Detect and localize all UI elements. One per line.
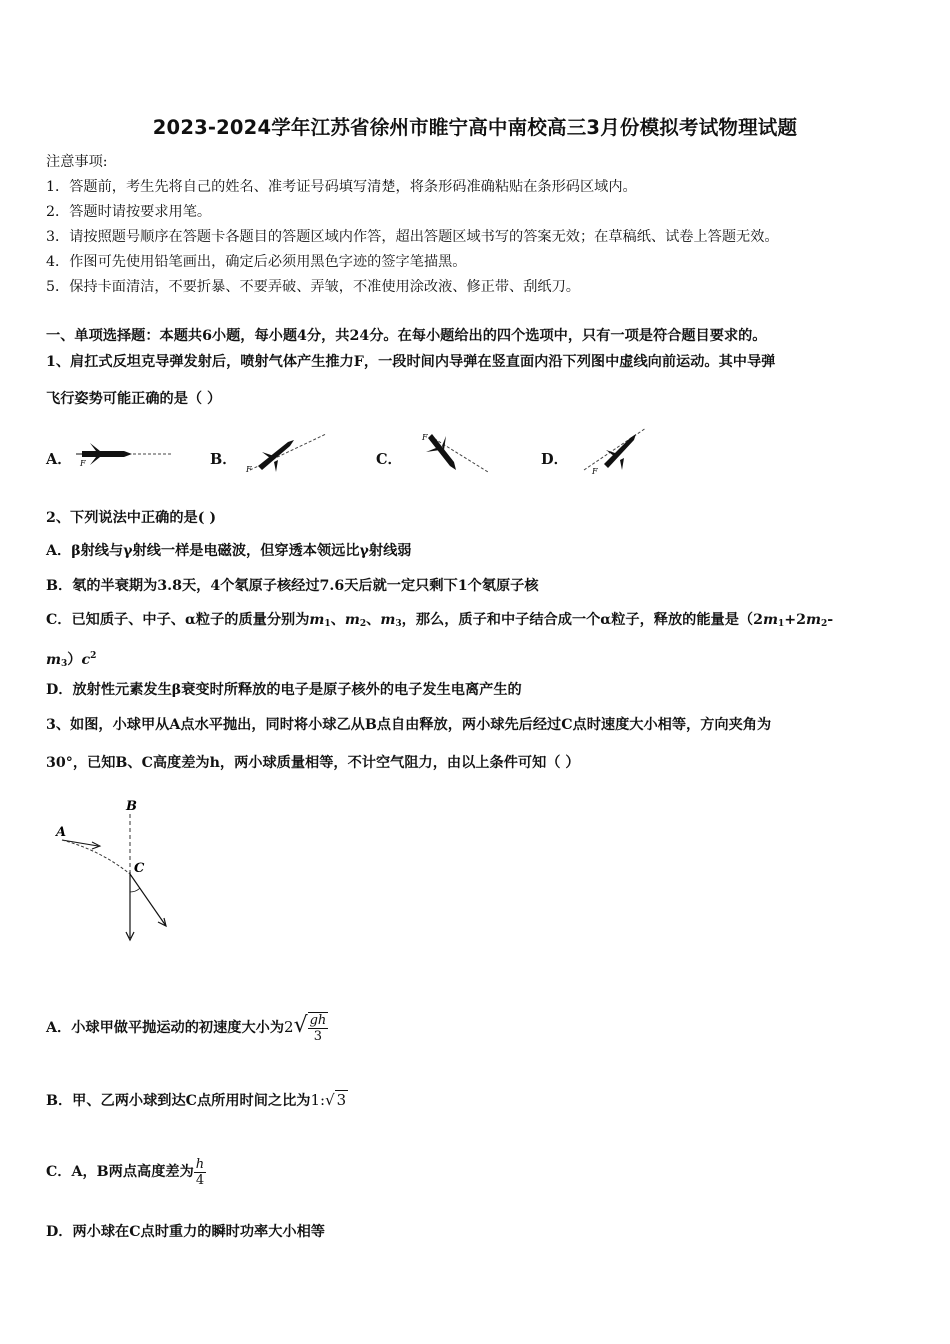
notice-item-3: 3．请按照题号顺序在答题卡各题目的答题区域内作答，超出答题区域书写的答案无效；在草稿纸、试卷上答题无效。 (46, 229, 779, 245)
q3-opt-b-text: B．甲、乙两小球到达C点所用时间之比为 (46, 1093, 311, 1109)
q3-opt-c-den: 4 (195, 1172, 205, 1188)
q2-stem: 2、下列说法中正确的是( ) (46, 510, 217, 526)
q3-opt-a-den: 3 (313, 1029, 323, 1044)
q1-option-c-figure (412, 426, 492, 476)
q1-stem-line2: 飞行姿势可能正确的是（ ） (46, 391, 222, 407)
q3-label-c: C (134, 861, 145, 876)
q3-label-a: A (56, 825, 67, 840)
q1-a-force-label: F (80, 459, 86, 468)
q1-option-a-figure (74, 438, 174, 470)
q3-opt-a-num: gh (309, 1013, 327, 1028)
q3-label-b: B (126, 799, 137, 814)
q2-c-c: c (81, 652, 91, 668)
page-title: 2023-2024学年江苏省徐州市睢宁高中南校高三3月份模拟考试物理试题 (152, 116, 798, 139)
q3-opt-c-text: C．A，B两点高度差为 (46, 1164, 194, 1180)
q2-c-m1: m (309, 612, 325, 628)
q3-option-d: D．两小球在C点时重力的瞬时功率大小相等 (46, 1224, 325, 1240)
q2-option-d: D．放射性元素发生β衰变时所释放的电子是原子核外的电子发生电离产生的 (46, 682, 522, 698)
notice-heading: 注意事项: (46, 154, 108, 170)
q1-stem-line1: 1、肩扛式反坦克导弹发射后，喷射气体产生推力F，一段时间内导弹在竖直面内沿下列图中虚线向前运动。其中导弹 (46, 354, 776, 370)
q3-opt-c-num: h (195, 1156, 205, 1172)
q3-opt-a-text: A．小球甲做平抛运动的初速度大小为 (46, 1020, 285, 1036)
q3-option-c (46, 1152, 206, 1192)
q2-option-a: A．β射线与γ射线一样是电磁波，但穿透本领远比γ射线弱 (46, 543, 412, 559)
q1-b-force-label: F (246, 465, 252, 474)
q2-c-part2: ，那么，质子和中子结合成一个α粒子，释放的能量是（2 (401, 612, 763, 628)
q2-option-c-line1: C．已知质子、中子、α粒子的质量分别为$m_1$、$m_2$、$m_3$，那么，质子和中子结合成一个α粒子，释放的能量是（$2m_1+2m_2-$ (46, 612, 834, 629)
q3-opt-b-ratio: 1: (310, 1091, 326, 1109)
q2-c-part1: C．已知质子、中子、α粒子的质量分别为 (46, 612, 310, 628)
q3-option-b: B．甲、乙两小球到达C点所用时间之比为1:√ 3 (46, 1091, 347, 1109)
notice-item-2: 2．答题时请按要求用笔。 (46, 204, 212, 220)
q3-option-a: A．小球甲做平抛运动的初速度大小为2√ $\frac{gh}{3}$ (46, 1013, 327, 1044)
q1-option-d-figure (580, 424, 650, 476)
q3-stem-line2: 30°，已知B、C高度差为h，两小球质量相等，不计空气阻力，由以上条件可知（ ） (46, 755, 580, 771)
q3-opt-a-coef: 2 (284, 1018, 294, 1036)
q2-option-b: B．氡的半衰期为3.8天，4个氡原子核经过7.6天后就一定只剩下1个氡原子核 (46, 578, 539, 594)
q1-option-b-figure (240, 428, 330, 474)
q1-option-a-label: A． (46, 451, 72, 468)
notice-item-1: 1．答题前，考生先将自己的姓名、准考证号码填写清楚，将条形码准确粘贴在条形码区域内。 (46, 179, 637, 195)
q1-option-b-label: B． (210, 451, 237, 468)
q1-c-force-label: F (422, 433, 428, 442)
q3-opt-b-root: 3 (336, 1091, 347, 1109)
q3-stem-line1: 3、如图，小球甲从A点水平抛出，同时将小球乙从B点自由释放，两小球先后经过C点时速度大小相等，方向夹角为 (46, 717, 772, 733)
notice-item-5: 5．保持卡面清洁，不要折暴、不要弄破、弄皱，不准使用涂改液、修正带、刮纸刀。 (46, 279, 580, 295)
q2-option-c-line2: $m_3)c^2$ (46, 651, 97, 669)
notice-item-4: 4．作图可先使用铅笔画出，确定后必须用黑色字迹的签字笔描黑。 (46, 254, 467, 270)
section-heading: 一、单项选择题：本题共6小题，每小题4分，共24分。在每小题给出的四个选项中，只有一项是符合题目要求的。 (46, 328, 767, 344)
q1-option-c-label: C． (376, 451, 403, 468)
q3-figure (50, 792, 180, 952)
q1-d-force-label: F (592, 467, 598, 476)
q1-option-d-label: D． (541, 451, 569, 468)
